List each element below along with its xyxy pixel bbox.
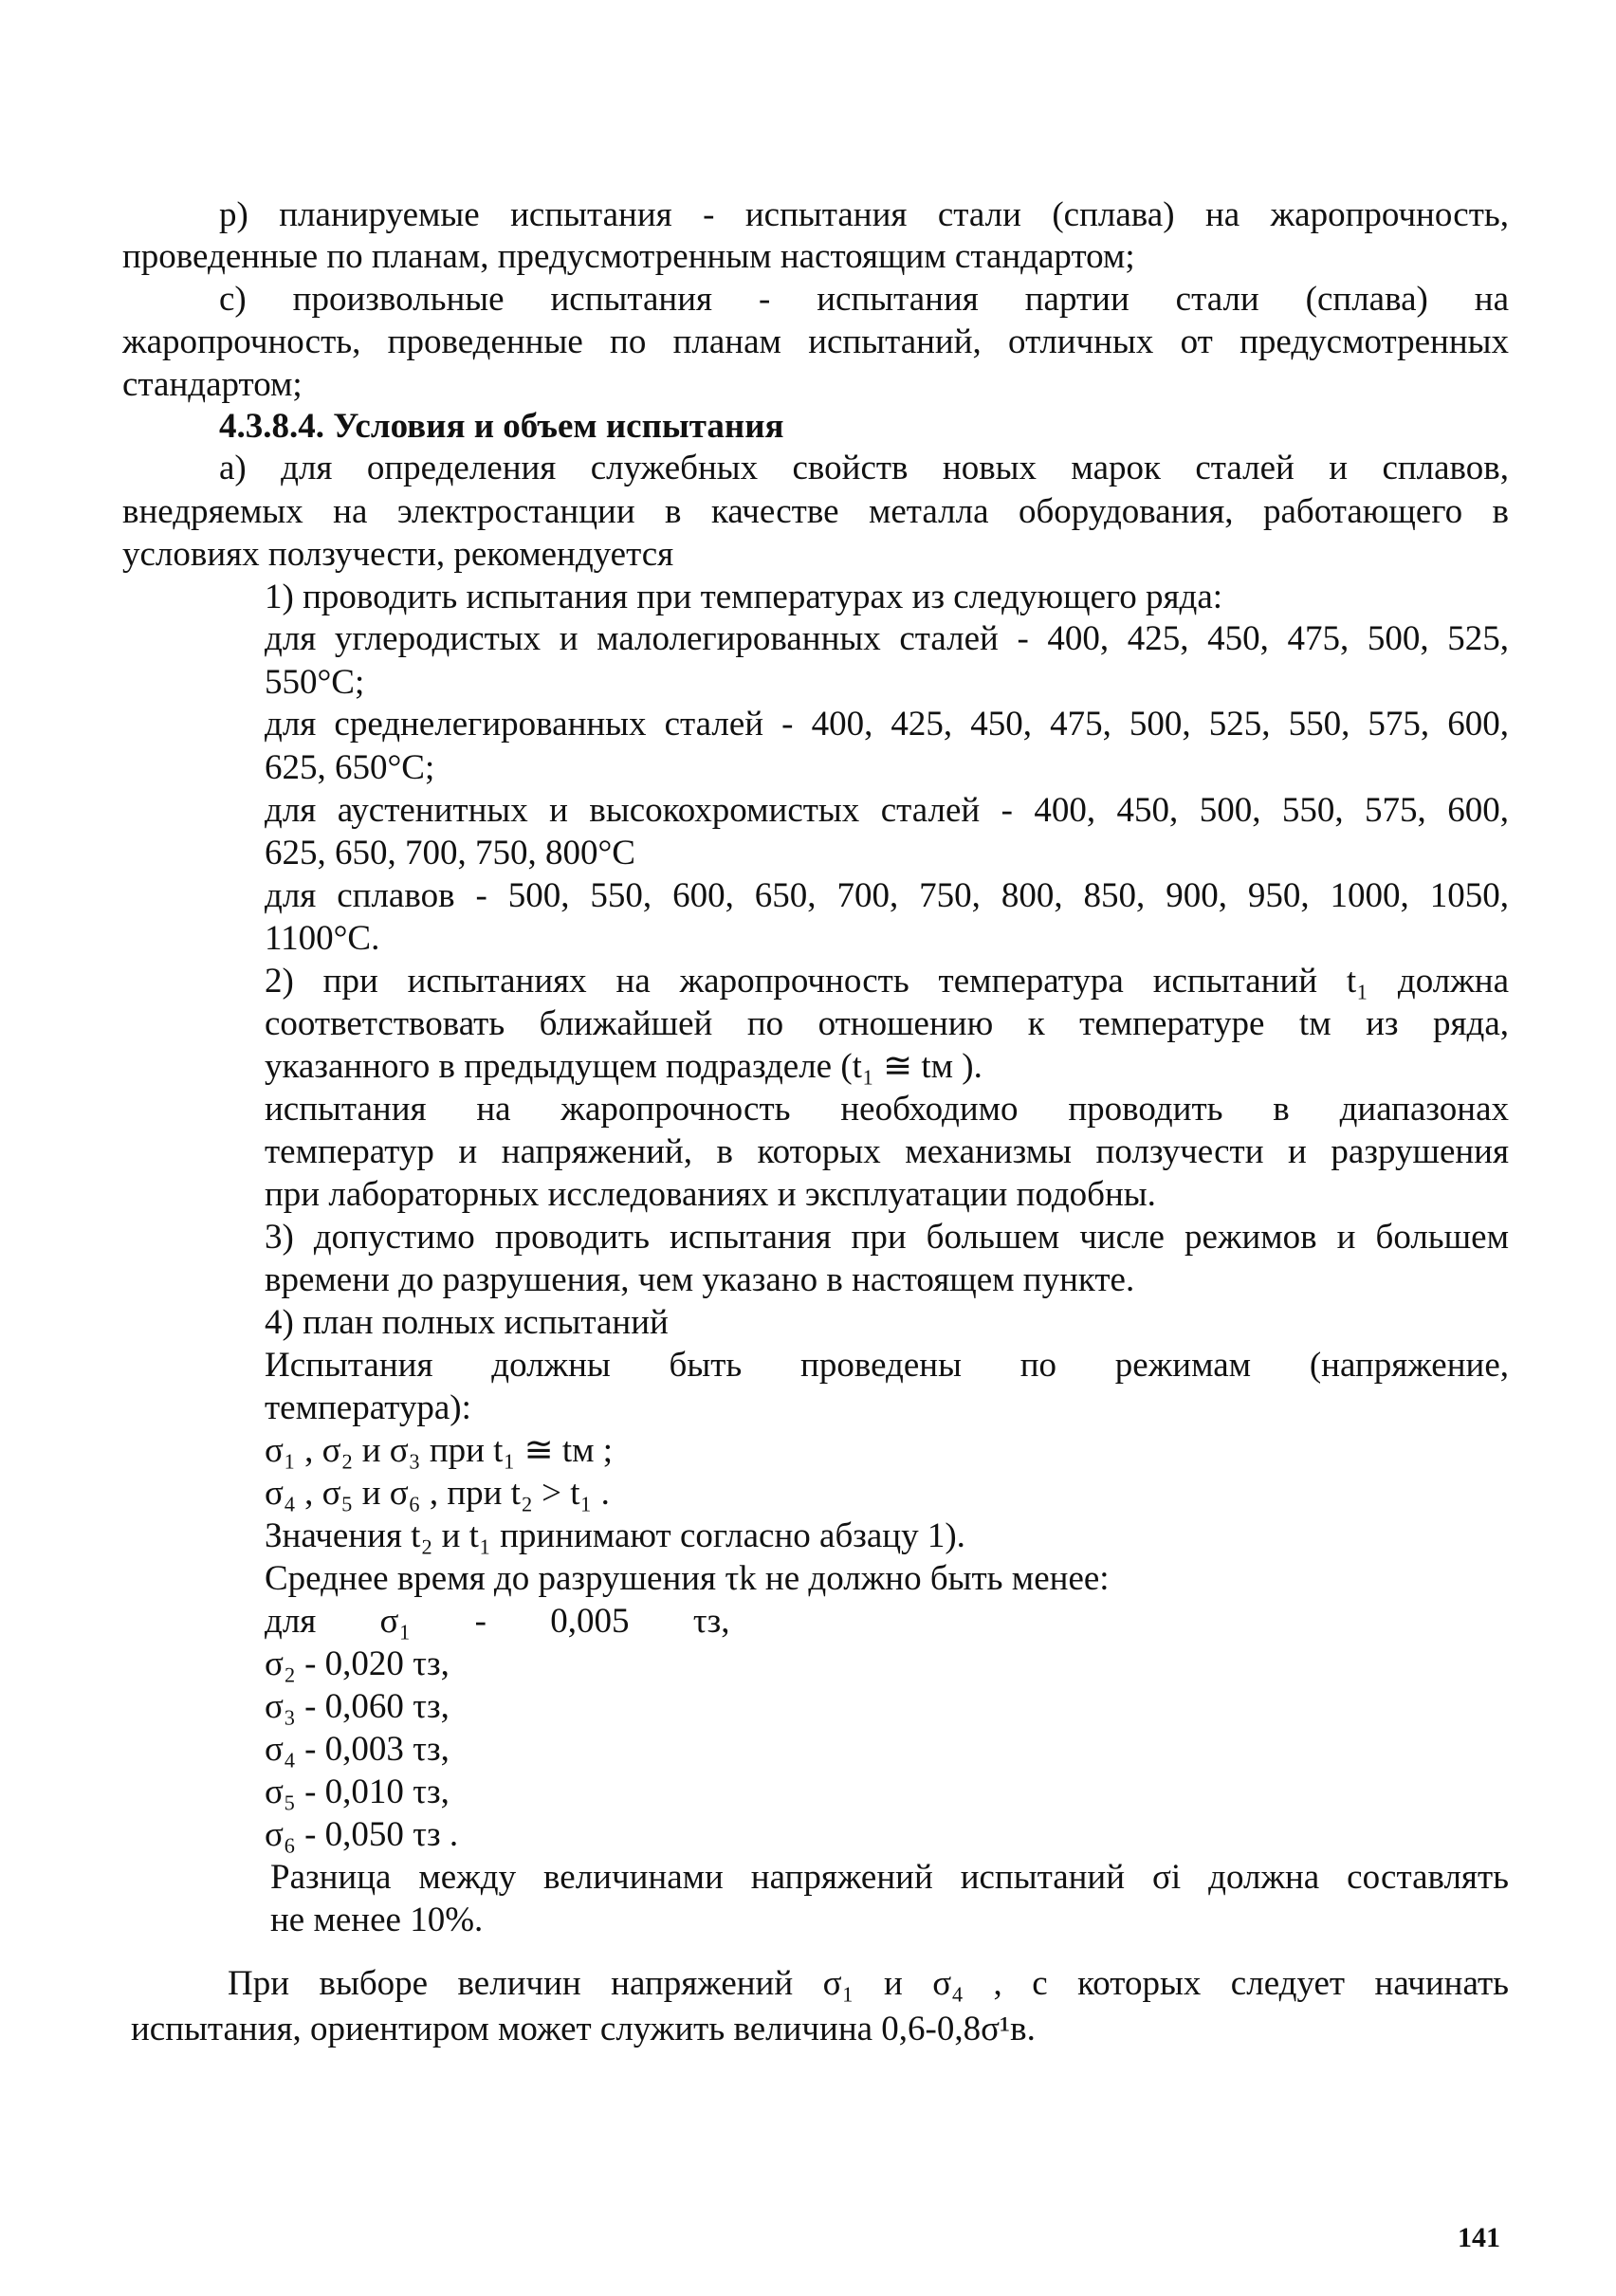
text-line: 3) допустимо проводить испытания при большем числе режимов и большем	[265, 1218, 1509, 1257]
text-line: для углеродистых и малолегированных сталей - 400, 425, 450, 475, 500, 525,	[265, 619, 1509, 658]
formula-line: σ₄ - 0,003 τз,	[265, 1730, 450, 1769]
text-line: с) произвольные испытания - испытания партии стали (сплава) на	[219, 280, 1509, 319]
text-line: 1) проводить испытания при температурах из следующего ряда:	[265, 578, 1223, 616]
formula-line: σ₂ - 0,020 τз,	[265, 1644, 450, 1683]
text-line: испытания, ориентиром может служить величина 0,6-0,8σ¹в.	[131, 2010, 1036, 2048]
text-line: жаропрочность, проведенные по планам испытаний, отличных от предусмотренных	[122, 322, 1509, 361]
text-line: а) для определения служебных свойств новых марок сталей и сплавов,	[219, 449, 1509, 487]
text-line: испытания на жаропрочность необходимо проводить в диапазонах	[265, 1090, 1509, 1129]
text-line: соответствовать ближайшей по отношению к температуре tм из ряда,	[265, 1004, 1509, 1043]
section-heading: 4.3.8.4. Условия и объем испытания	[219, 407, 784, 446]
text-line: внедряемых на электростанции в качестве металла оборудования, работающего в	[122, 492, 1509, 531]
text-line: для аустенитных и высокохромистых сталей - 400, 450, 500, 550, 575, 600,	[265, 791, 1509, 830]
text-line: Среднее время до разрушения τk не должно быть менее:	[265, 1559, 1110, 1598]
text-line: 550°С;	[265, 663, 365, 702]
text-line: для среднелегированных сталей - 400, 425, 450, 475, 500, 525, 550, 575, 600,	[265, 705, 1509, 744]
formula-line: σ₃ - 0,060 τз,	[265, 1687, 450, 1726]
text-line: не менее 10%.	[270, 1901, 484, 1939]
formula-line: σ₄ , σ₅ и σ₆ , при t₂ > t₁ .	[265, 1474, 610, 1513]
text-line: времени до разрушения, чем указано в настоящем пункте.	[265, 1260, 1135, 1299]
formula-line: σ₅ - 0,010 τз,	[265, 1773, 450, 1811]
text-line: Разница между величинами напряжений испытаний σi должна составлять	[270, 1858, 1509, 1897]
formula-line: σ₁ , σ₂ и σ₃ при t₁ ≅ tм ;	[265, 1431, 614, 1470]
text-line: условиях ползучести, рекомендуется	[122, 535, 674, 574]
formula-line: для σ₁ - 0,005 τз,	[265, 1602, 730, 1641]
text-line: проведенные по планам, предусмотренным настоящим стандартом;	[122, 237, 1135, 276]
text-line: стандартом;	[122, 365, 303, 404]
formula-line: σ₆ - 0,050 τз .	[265, 1815, 459, 1854]
text-line: указанного в предыдущем подразделе (t₁ ≅ tм ).	[265, 1047, 982, 1086]
text-line: При выборе величин напряжений σ₁ и σ₄ , с которых следует начинать	[228, 1964, 1509, 2003]
text-line: Значения t₂ и t₁ принимают согласно абзацу 1).	[265, 1516, 965, 1555]
text-line: 4) план полных испытаний	[265, 1303, 669, 1342]
text-line: 2) при испытаниях на жаропрочность температура испытаний t₁ должна	[265, 962, 1509, 1001]
text-line: 625, 650, 700, 750, 800°С	[265, 834, 635, 872]
text-line: для сплавов - 500, 550, 600, 650, 700, 750, 800, 850, 900, 950, 1000, 1050,	[265, 876, 1509, 915]
text-line: Испытания должны быть проведены по режимам (напряжение,	[265, 1346, 1509, 1385]
text-line: при лабораторных исследованиях и эксплуатации подобны.	[265, 1175, 1156, 1214]
text-line: р) планируемые испытания - испытания стали (сплава) на жаропрочность,	[219, 195, 1509, 234]
text-line: температура):	[265, 1388, 471, 1427]
text-line: 1100°С.	[265, 919, 380, 958]
text-line: 625, 650°С;	[265, 748, 435, 787]
page-number: 141	[1458, 2222, 1500, 2253]
text-line: температур и напряжений, в которых механизмы ползучести и разрушения	[265, 1132, 1509, 1171]
